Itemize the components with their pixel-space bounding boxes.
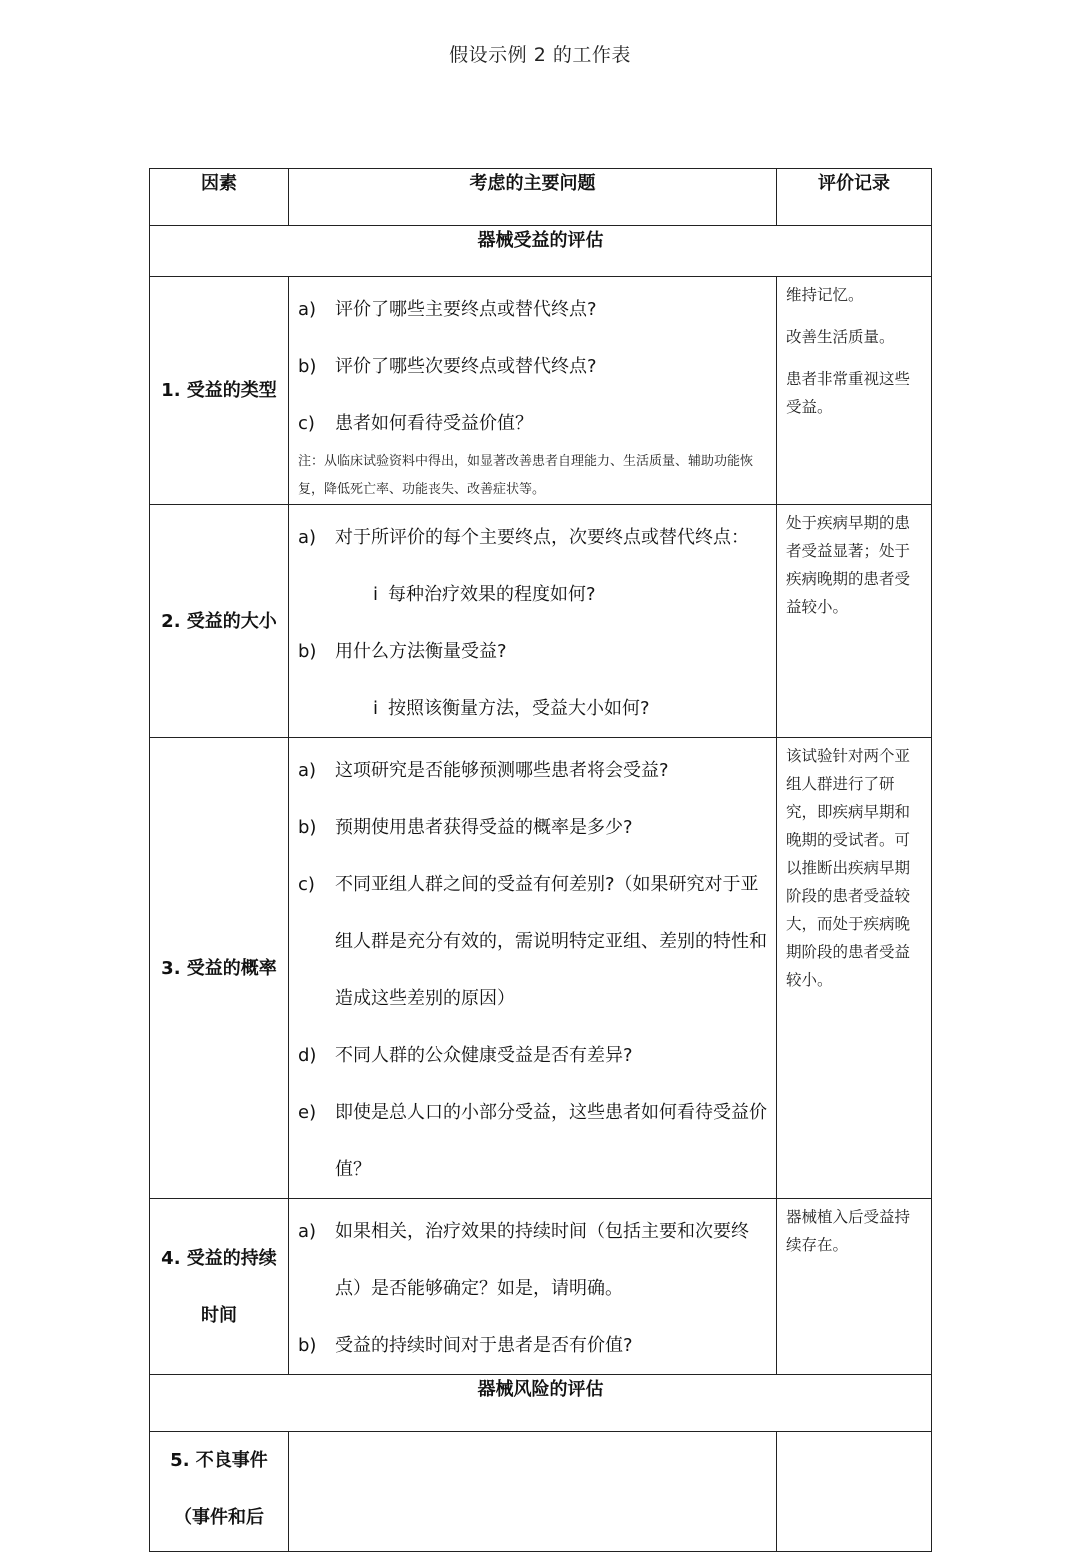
factor-cell: 5. 不良事件（事件和后 [150,1432,289,1552]
record-cell [777,1432,932,1552]
record-cell [777,277,932,505]
questions-cell [289,738,777,1199]
header-questions: 考虑的主要问题 [289,169,777,226]
factor-cell: 3. 受益的概率 [150,738,289,1199]
questions-cell [289,505,777,738]
question-item: a) 对于所评价的每个主要终点，次要终点或替代终点： [298,527,749,548]
question-item: b) 用什么方法衡量受益? [298,641,507,662]
record-text: 患者非常重视这些受益。 [786,370,911,416]
section-row-benefit [150,226,932,277]
header-row [150,169,932,226]
questions-cell [289,277,777,505]
record-text: 改善生活质量。 [786,328,895,346]
sub-question-item: i 按照该衡量方法，受益大小如何? [373,698,650,719]
header-factor: 因素 [150,169,289,226]
question-item: b) 预期使用患者获得受益的概率是多少? [298,817,633,838]
record-text: 处于疾病早期的患者受益显著；处于疾病晚期的患者受益较小。 [786,514,911,616]
question-item: a) 评价了哪些主要终点或替代终点? [298,299,597,320]
section-title-risk: 器械风险的评估 [150,1375,932,1432]
question-item: b) 评价了哪些次要终点或替代终点? [298,356,597,377]
table-row [150,277,932,505]
section-title-benefit: 器械受益的评估 [150,226,932,277]
factor-cell: 4. 受益的持续时间 [150,1199,289,1375]
header-record: 评价记录 [777,169,932,226]
table-row [150,1199,932,1375]
factor-cell: 2. 受益的大小 [150,505,289,738]
questions-cell [289,1199,777,1375]
record-cell [777,1199,932,1375]
note-text: 注：从临床试验资料中得出，如显著改善患者自理能力、生活质量、辅助功能恢复，降低死亡率、功能丧失、改善症状等。 [298,454,754,497]
question-item: b) 受益的持续时间对于患者是否有价值? [298,1335,633,1356]
question-item: a) 如果相关，治疗效果的持续时间（包括主要和次要终点）是否能够确定？如是，请明确。 [298,1221,749,1299]
table-row [150,505,932,738]
question-item: e) 即使是总人口的小部分受益，这些患者如何看待受益价值？ [298,1102,767,1180]
table-row [150,1432,932,1552]
record-cell [777,738,932,1199]
document-title: 假设示例 2 的工作表 [449,44,631,66]
record-text: 维持记忆。 [786,286,864,304]
record-text: 器械植入后受益持续存在。 [786,1208,911,1254]
sub-question-item: i 每种治疗效果的程度如何? [373,584,596,605]
factor-cell: 1. 受益的类型 [150,277,289,505]
section-row-risk [150,1375,932,1432]
record-cell [777,505,932,738]
question-item: d) 不同人群的公众健康受益是否有差异? [298,1045,633,1066]
question-item: a) 这项研究是否能够预测哪些患者将会受益? [298,760,669,781]
question-item: c) 患者如何看待受益价值？ [298,413,533,434]
table-row [150,738,932,1199]
question-item: c) 不同亚组人群之间的受益有何差别?（如果研究对于亚组人群是充分有效的，需说明特定亚组、差别的特性和造成这些差别的原因） [298,874,767,1009]
worksheet-table [149,168,932,1552]
record-text: 该试验针对两个亚组人群进行了研究，即疾病早期和晚期的受试者。可以推断出疾病早期阶段的患者受益较大，而处于疾病晚期阶段的患者受益较小。 [786,747,911,989]
questions-cell [289,1432,777,1552]
